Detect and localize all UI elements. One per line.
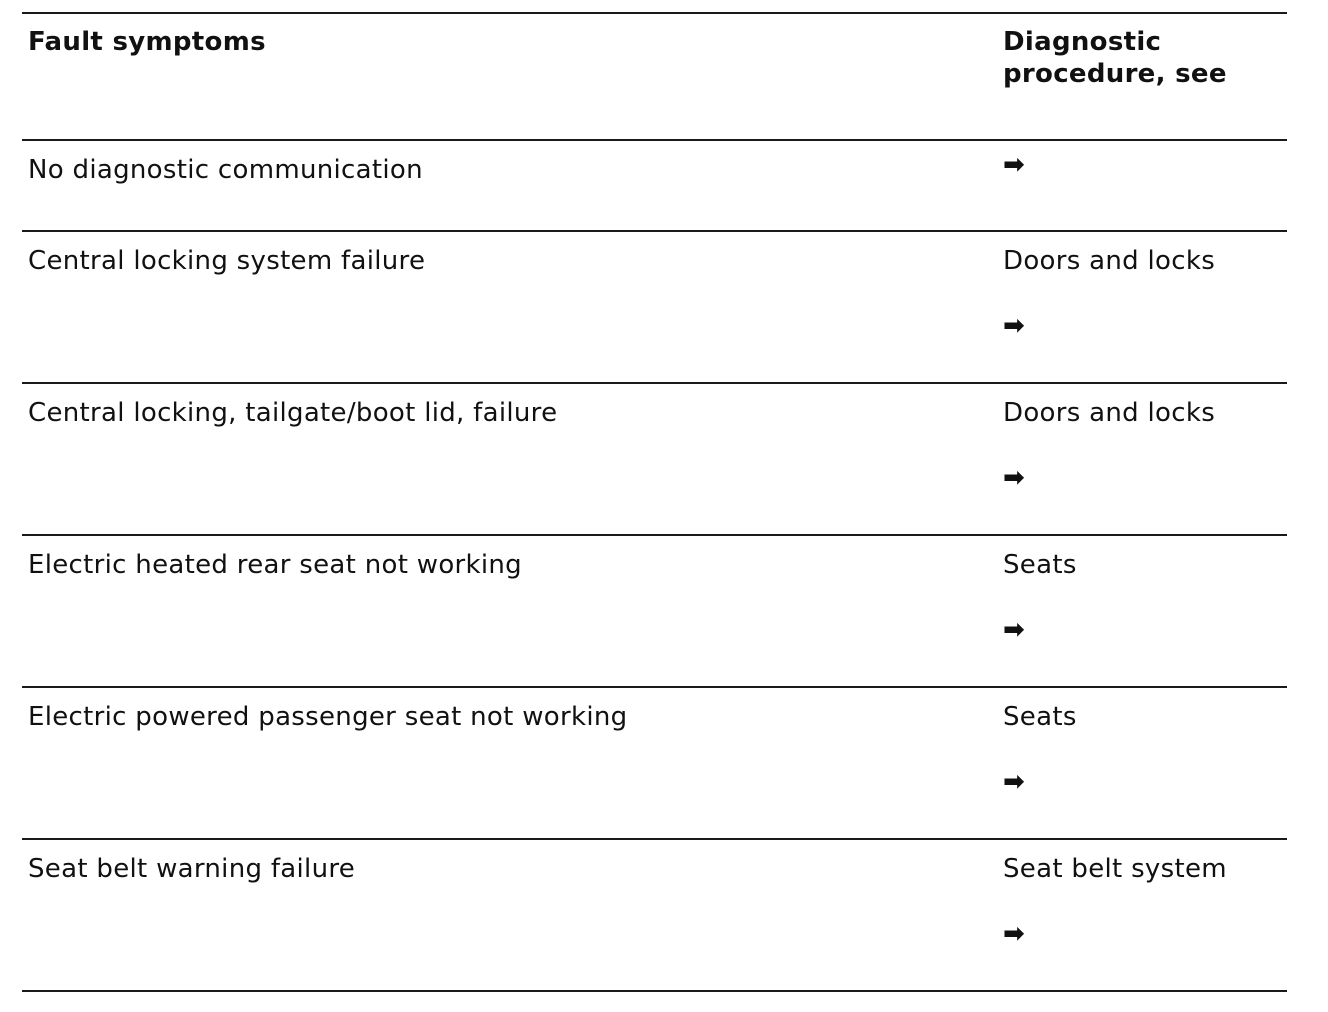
procedure-label: Doors and locks [1003, 398, 1216, 428]
table-row [22, 384, 1287, 536]
header-fault-symptoms: Fault symptoms [28, 27, 266, 57]
procedure-label: Seat belt system [1003, 854, 1227, 884]
fault-symptom-cell: Central locking, tailgate/boot lid, failure [28, 398, 558, 428]
arrow-right-icon[interactable]: ➡ [1003, 615, 1026, 645]
table-row [22, 536, 1287, 688]
table-row [22, 141, 1287, 232]
arrow-right-icon[interactable]: ➡ [1003, 311, 1026, 341]
fault-symptom-cell: Seat belt warning failure [28, 854, 356, 884]
fault-symptom-cell: Central locking system failure [28, 246, 426, 276]
table-row [22, 840, 1287, 992]
diagnostic-procedure-cell [1003, 150, 1026, 180]
table-header-row [22, 14, 1287, 141]
diagnostic-procedure-cell [1003, 549, 1077, 645]
procedure-label: Seats [1003, 550, 1077, 580]
table-row [22, 232, 1287, 384]
diagnostic-procedure-cell [1003, 853, 1227, 949]
diagnostic-procedure-cell [1003, 397, 1215, 493]
fault-diagnosis-table [22, 12, 1287, 992]
table-row [22, 688, 1287, 840]
header-diagnostic-procedure: Diagnostic procedure, see [1003, 27, 1227, 89]
fault-symptom-cell: Electric heated rear seat not working [28, 550, 522, 580]
arrow-right-icon[interactable]: ➡ [1003, 767, 1026, 797]
arrow-right-icon[interactable]: ➡ [1003, 150, 1026, 180]
procedure-label: Doors and locks [1003, 246, 1216, 276]
diagnostic-procedure-cell [1003, 701, 1077, 797]
arrow-right-icon[interactable]: ➡ [1003, 463, 1026, 493]
procedure-label: Seats [1003, 702, 1077, 732]
diagnostic-procedure-cell [1003, 245, 1215, 341]
fault-symptom-cell: No diagnostic communication [28, 155, 423, 185]
fault-symptom-cell: Electric powered passenger seat not working [28, 702, 628, 732]
arrow-right-icon[interactable]: ➡ [1003, 919, 1026, 949]
